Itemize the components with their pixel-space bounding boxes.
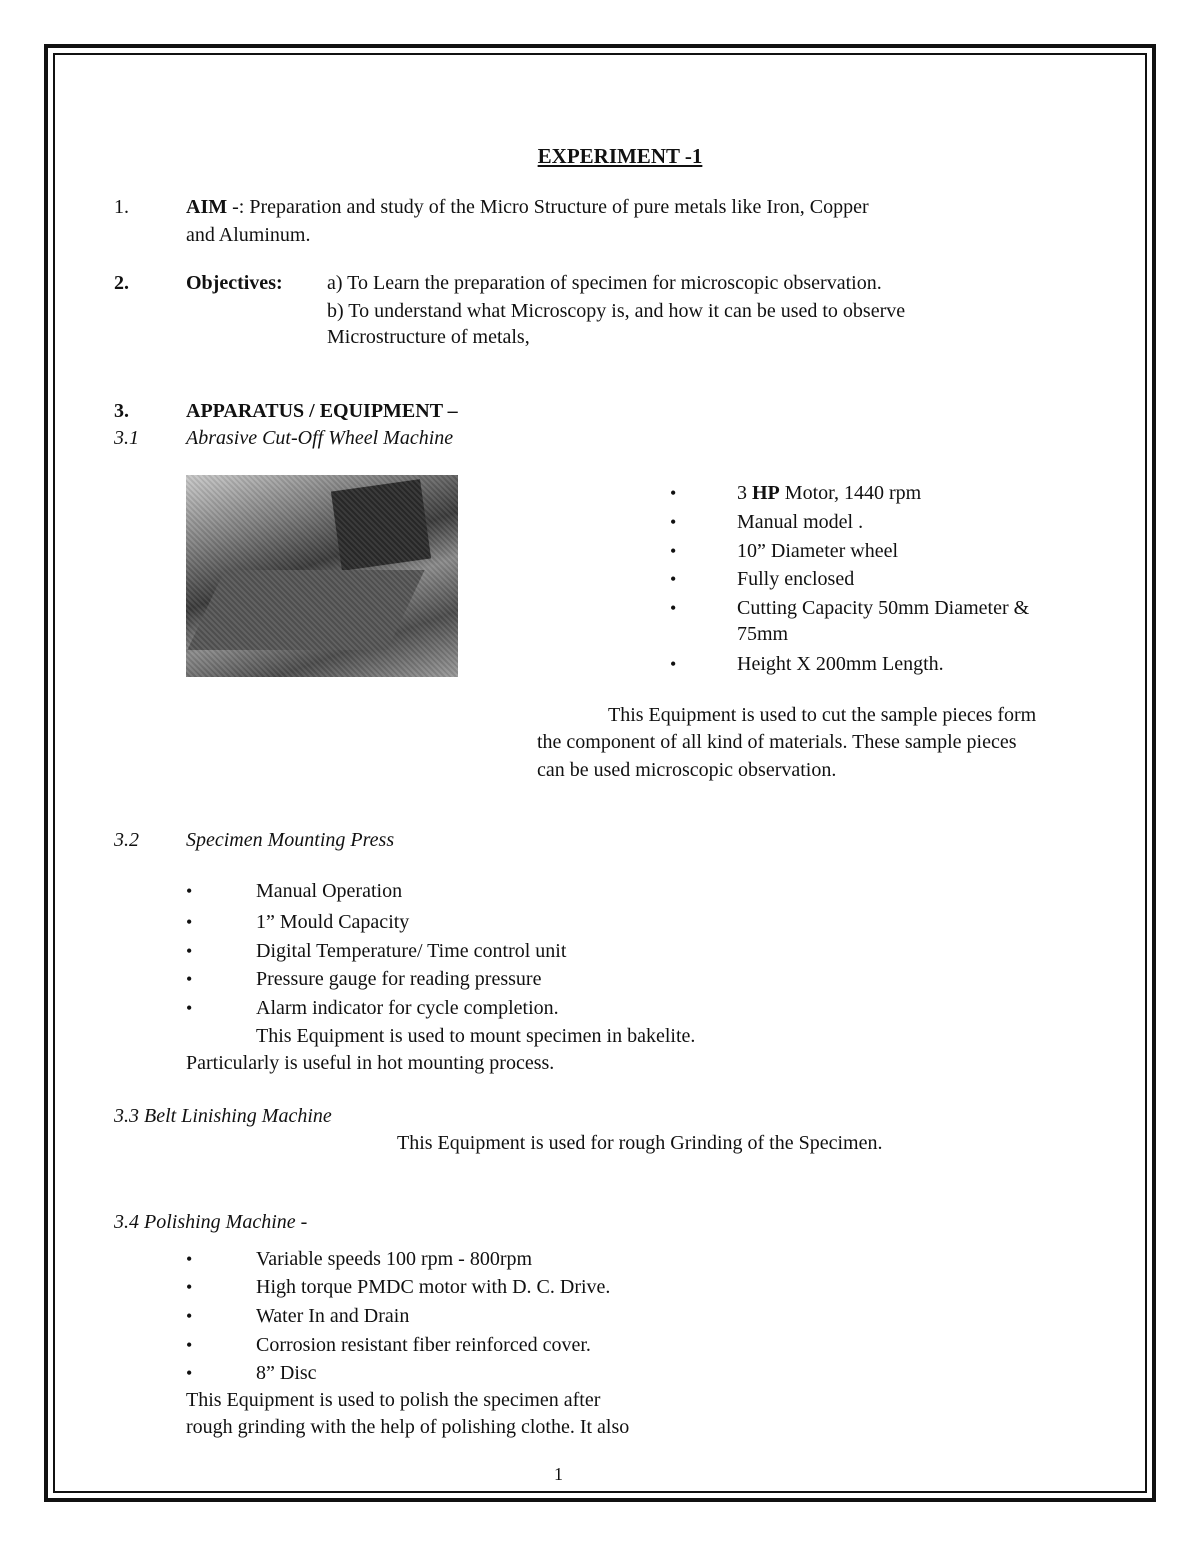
section-3-2-number: 3.2 — [114, 829, 139, 851]
bullet-icon: • — [186, 912, 193, 932]
s32-bullet-3: Digital Temperature/ Time control unit — [256, 940, 567, 962]
s33-description: This Equipment is used for rough Grinding of the Specimen. — [397, 1132, 883, 1154]
s34-description-line-1: This Equipment is used to polish the specimen after — [186, 1389, 601, 1411]
s31-description-line-3: can be used microscopic observation. — [537, 759, 837, 781]
s31-bullet-5-cont: 75mm — [737, 623, 789, 645]
s31-bullet-1-pre: 3 — [737, 482, 752, 504]
s31-bullet-5: Cutting Capacity 50mm Diameter & — [737, 597, 1030, 619]
bullet-icon: • — [670, 654, 677, 674]
bullet-icon: • — [186, 881, 193, 901]
bullet-icon: • — [670, 483, 677, 503]
page-title: EXPERIMENT -1 — [537, 144, 703, 168]
bullet-icon: • — [186, 1306, 193, 1326]
bullet-icon: • — [186, 1249, 193, 1269]
bullet-icon: • — [186, 1277, 193, 1297]
s31-description-line-2: the component of all kind of materials. These sample pieces — [537, 731, 1017, 753]
objectives-number: 2. — [114, 272, 129, 294]
section-3-4-title: 3.4 Polishing Machine - — [114, 1211, 308, 1233]
s31-bullet-1-bold: HP — [752, 482, 780, 504]
s34-bullet-4: Corrosion resistant fiber reinforced cover. — [256, 1334, 591, 1356]
s34-bullet-1: Variable speeds 100 rpm - 800rpm — [256, 1248, 533, 1270]
s32-bullet-5: Alarm indicator for cycle completion. — [256, 997, 559, 1019]
s31-description-line-1: This Equipment is used to cut the sample pieces form — [608, 704, 1037, 726]
cut-off-machine-photo — [186, 475, 458, 677]
bullet-icon: • — [186, 1335, 193, 1355]
bullet-icon: • — [186, 941, 193, 961]
section-3-1-title: Abrasive Cut-Off Wheel Machine — [186, 427, 454, 449]
objective-b-line-1: b) To understand what Microscopy is, and how it can be used to observe — [327, 300, 906, 322]
s31-bullet-4: Fully enclosed — [737, 568, 855, 590]
s34-bullet-2: High torque PMDC motor with D. C. Drive. — [256, 1276, 611, 1298]
s31-bullet-1 — [737, 479, 921, 507]
objectives-label: Objectives: — [186, 272, 283, 294]
s31-bullet-3: 10” Diameter wheel — [737, 540, 899, 562]
s34-description-line-2: rough grinding with the help of polishing clothe. It also — [186, 1416, 630, 1438]
aim-line-2: and Aluminum. — [186, 224, 311, 246]
page-number: 1 — [554, 1464, 563, 1484]
bullet-icon: • — [670, 541, 677, 561]
aim-number: 1. — [114, 196, 129, 218]
section-3-2-title: Specimen Mounting Press — [186, 829, 395, 851]
bullet-icon: • — [186, 998, 193, 1018]
s31-bullet-6: Height X 200mm Length. — [737, 653, 944, 675]
s34-bullet-3: Water In and Drain — [256, 1305, 410, 1327]
s31-bullet-2: Manual model . — [737, 511, 864, 533]
apparatus-heading: APPARATUS / EQUIPMENT – — [186, 400, 458, 422]
aim-line-1 — [186, 193, 869, 221]
apparatus-number: 3. — [114, 400, 129, 422]
objective-a: a) To Learn the preparation of specimen for microscopic observation. — [327, 272, 882, 294]
s32-description-line-1: This Equipment is used to mount specimen in bakelite. — [256, 1025, 696, 1047]
objective-b-line-2: Microstructure of metals, — [327, 326, 530, 348]
s32-bullet-1: Manual Operation — [256, 880, 403, 902]
bullet-icon: • — [670, 569, 677, 589]
section-3-1-number: 3.1 — [114, 427, 139, 449]
bullet-icon: • — [186, 1363, 193, 1383]
bullet-icon: • — [670, 598, 677, 618]
s32-bullet-2: 1” Mould Capacity — [256, 911, 410, 933]
section-3-3-title: 3.3 Belt Linishing Machine — [114, 1105, 332, 1127]
bullet-icon: • — [186, 969, 193, 989]
s32-description-line-2: Particularly is useful in hot mounting process. — [186, 1052, 555, 1074]
bullet-icon: • — [670, 512, 677, 532]
aim-label: AIM — [186, 196, 228, 218]
s31-bullet-1-post: Motor, 1440 rpm — [779, 482, 922, 504]
s34-bullet-5: 8” Disc — [256, 1362, 317, 1384]
aim-text: -: Preparation and study of the Micro Structure of pure metals like Iron, Copper — [227, 196, 869, 218]
s32-bullet-4: Pressure gauge for reading pressure — [256, 968, 542, 990]
